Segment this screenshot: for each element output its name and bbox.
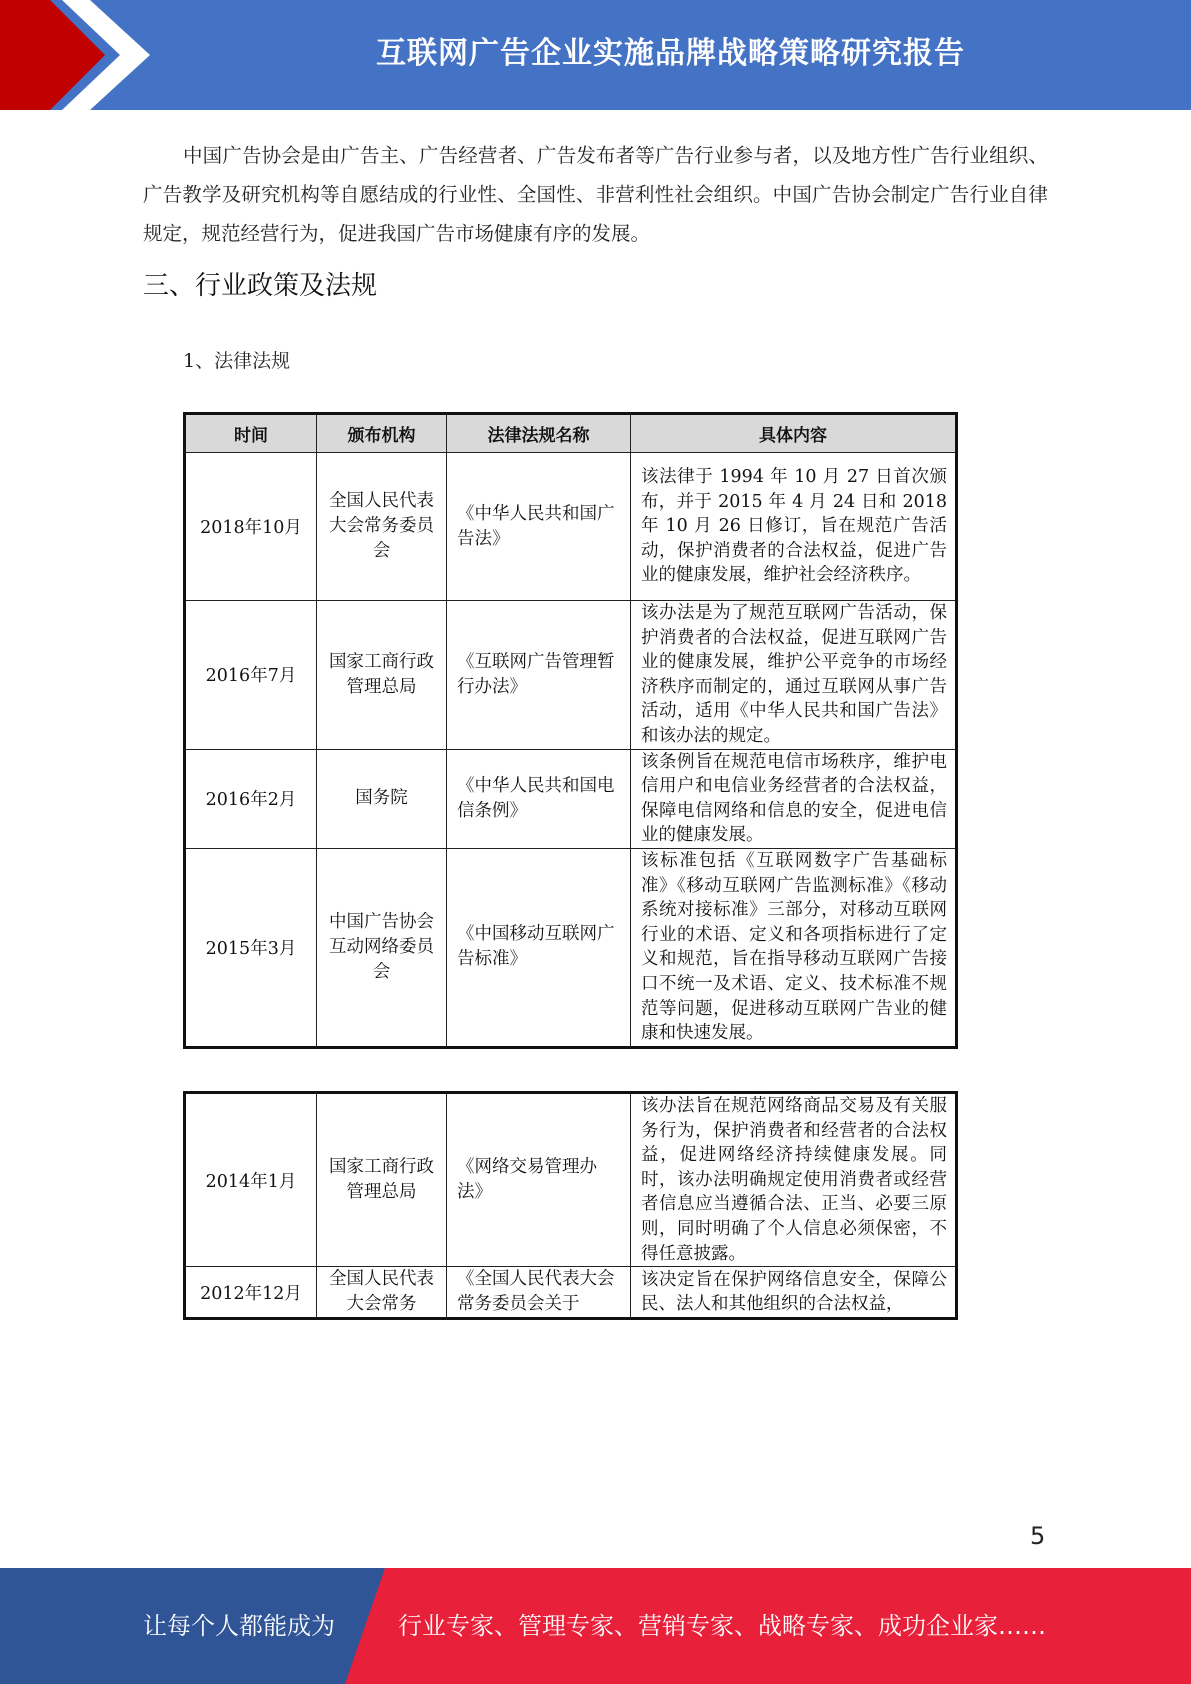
- footer-slogan-left: 让每个人都能成为: [143, 1612, 335, 1640]
- cell-time: 2015年3月: [185, 848, 317, 1047]
- cell-time: 2018年10月: [185, 453, 317, 601]
- table-row: [185, 453, 957, 601]
- cell-time: 2012年12月: [185, 1267, 317, 1319]
- sub-heading: 1、法律法规: [183, 350, 291, 372]
- cell-content: 该法律于 1994 年 10 月 27 日首次颁布，并于 2015 年 4 月 24 日和 2018 年 10 月 26 日修订，旨在规范广告活动，保护消费者的合法权益，促进广告业的健康发展，维护社会经济秩序。: [631, 453, 957, 601]
- cell-name: 《中国移动互联网广告标准》: [447, 848, 631, 1047]
- cell-org: 国家工商行政管理总局: [317, 601, 447, 750]
- cell-content: 该标准包括《互联网数字广告基础标准》《移动互联网广告监测标准》《移动系统对接标准》三部分，对移动互联网行业的术语、定义和各项指标进行了定义和规范，旨在指导移动互联网广告接口不统一及术语、定义、技术标准不规范等问题，促进移动互联网广告业的健康和快速发展。: [631, 848, 957, 1047]
- cell-org: 国务院: [317, 749, 447, 848]
- table-row: [185, 848, 957, 1047]
- cell-content: 该决定旨在保护网络信息安全，保障公民、法人和其他组织的合法权益，: [631, 1267, 957, 1319]
- page-footer: [0, 1568, 1191, 1684]
- cell-name: 《中华人民共和国广告法》: [447, 453, 631, 601]
- cell-name: 《中华人民共和国电信条例》: [447, 749, 631, 848]
- page-header: [0, 0, 1191, 110]
- cell-name: 《全国人民代表大会常务委员会关于: [447, 1267, 631, 1319]
- cell-name: 《网络交易管理办法》: [447, 1093, 631, 1267]
- table-row: [185, 601, 957, 750]
- cell-name: 《互联网广告管理暂行办法》: [447, 601, 631, 750]
- footer-slogan-right: 行业专家、管理专家、营销专家、战略专家、成功企业家……: [398, 1612, 1046, 1640]
- table-row: [185, 749, 957, 848]
- cell-content: 该办法旨在规范网络商品交易及有关服务行为，保护消费者和经营者的合法权益，促进网络经济持续健康发展。同时，该办法明确规定使用消费者或经营者信息应当遵循合法、正当、必要三原则，同时明确了个人信息必须保密，不得任意披露。: [631, 1093, 957, 1267]
- header-content: 具体内容: [631, 414, 957, 453]
- table-row: [185, 1267, 957, 1319]
- page-number: 5: [1030, 1522, 1046, 1550]
- cell-time: 2016年7月: [185, 601, 317, 750]
- cell-time: 2014年1月: [185, 1093, 317, 1267]
- cell-org: 全国人民代表大会常务委员会: [317, 453, 447, 601]
- report-title: 互联网广告企业实施品牌战略策略研究报告: [376, 36, 965, 71]
- intro-paragraph: 中国广告协会是由广告主、广告经营者、广告发布者等广告行业参与者，以及地方性广告行业组织、广告教学及研究机构等自愿结成的行业性、全国性、非营利性社会组织。中国广告协会制定广告行业自律规定，规范经营行为，促进我国广告市场健康有序的发展。: [143, 144, 1048, 245]
- table-row: [185, 1093, 957, 1267]
- cell-content: 该条例旨在规范电信市场秩序，维护电信用户和电信业务经营者的合法权益，保障电信网络和信息的安全，促进电信业的健康发展。: [631, 749, 957, 848]
- cell-time: 2016年2月: [185, 749, 317, 848]
- header-time: 时间: [185, 414, 317, 453]
- section-heading: 三、行业政策及法规: [143, 271, 378, 301]
- cell-content: 该办法是为了规范互联网广告活动，保护消费者的合法权益，促进互联网广告业的健康发展，维护公平竞争的市场经济秩序而制定的，通过互联网从事广告活动，适用《中华人民共和国广告法》和该办法的规定。: [631, 601, 957, 750]
- header-org: 颁布机构: [317, 414, 447, 453]
- table-header-row: [185, 414, 957, 453]
- cell-org: 全国人民代表大会常务: [317, 1267, 447, 1319]
- cell-org: 中国广告协会互动网络委员会: [317, 848, 447, 1047]
- header-name: 法律法规名称: [447, 414, 631, 453]
- laws-table: [183, 412, 958, 1049]
- laws-table-continued: [183, 1091, 958, 1320]
- header-arrow-decoration: [0, 0, 170, 110]
- cell-org: 国家工商行政管理总局: [317, 1093, 447, 1267]
